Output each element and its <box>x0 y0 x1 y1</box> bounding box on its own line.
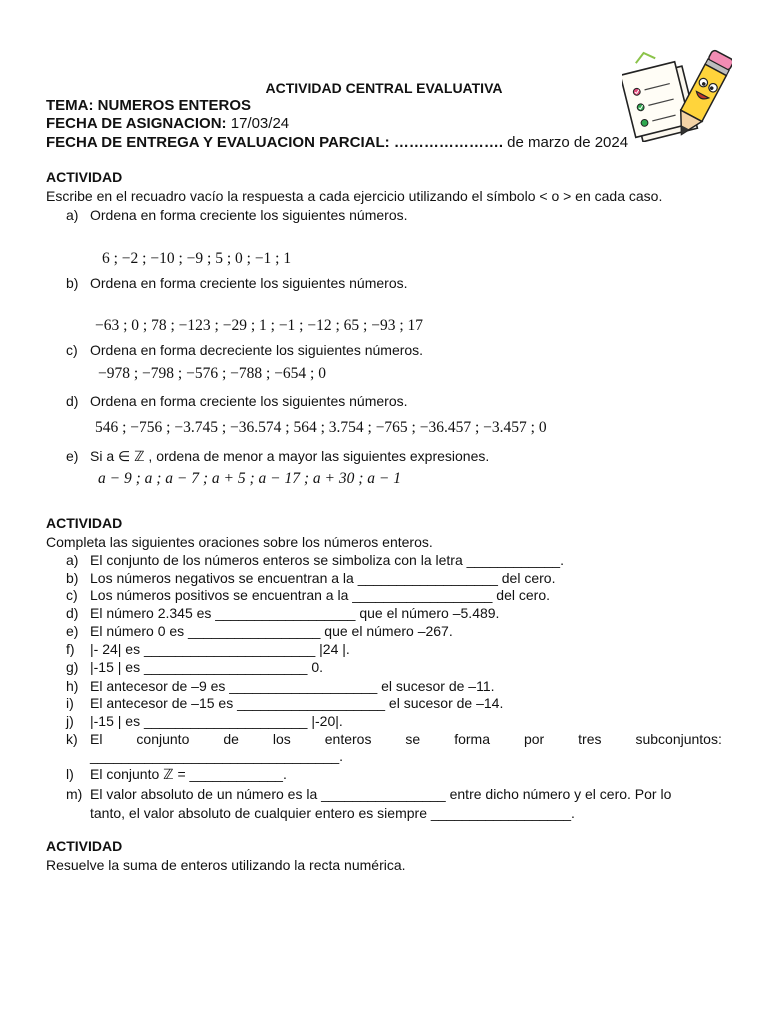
activity2-item-text: El conjunto de los números enteros se simboliza con la letra ____________. <box>90 552 564 568</box>
activity2-item-text: El antecesor de –9 es ___________________ el sucesor de –11. <box>90 678 495 694</box>
entrega-value: de marzo de 2024 <box>507 134 629 151</box>
activity2-item-text: El número 2.345 es __________________ que el número –5.489. <box>90 605 500 621</box>
activity2-item-text: El antecesor de –15 es ___________________ el sucesor de –14. <box>90 695 504 711</box>
tema-value: NUMEROS ENTEROS <box>97 97 252 114</box>
word: los <box>272 731 291 747</box>
activity2-item-text: El valor absoluto de un número es la ________________ entre dicho número y el cero. Por lo <box>90 786 672 802</box>
number-list-a: 6 ; −2 ; −10 ; −9 ; 5 ; 0 ; −1 ; 1 <box>102 250 292 267</box>
activity1-heading: ACTIVIDAD <box>46 169 123 185</box>
entrega-line <box>46 134 628 151</box>
activity2-heading: ACTIVIDAD <box>46 515 123 531</box>
activity1-instruction: Escribe en el recuadro vacío la respuesta a cada ejercicio utilizando el símbolo < o > en cada caso. <box>46 188 663 204</box>
activity2-item-label: j) <box>66 713 74 729</box>
word: El <box>90 731 103 747</box>
word: enteros <box>324 731 372 747</box>
activity2-item-continuation: ________________________________. <box>90 748 344 764</box>
word: conjunto <box>136 731 190 747</box>
activity1-item-label: e) <box>66 448 79 464</box>
activity2-item-continuation: tanto, el valor absoluto de cualquier entero es siempre __________________. <box>90 805 575 821</box>
activity2-item-text: El número 0 es _________________ que el número –267. <box>90 623 453 639</box>
activity1-item-label: b) <box>66 275 79 291</box>
activity3-heading: ACTIVIDAD <box>46 838 123 854</box>
tema-label: TEMA: <box>46 97 94 114</box>
activity2-item-label: g) <box>66 659 79 675</box>
activity1-item-label: a) <box>66 207 79 223</box>
activity2-item-text: |-15 | es _____________________ |-20|. <box>90 713 343 729</box>
activity2-item-label: m) <box>66 786 83 802</box>
tema-line <box>46 97 251 114</box>
activity2-item-text: Los números negativos se encuentran a la __________________ del cero. <box>90 570 556 586</box>
activity1-item-text: Ordena en forma creciente los siguientes números. <box>90 393 408 409</box>
activity2-item-label: f) <box>66 641 75 657</box>
activity2-item-label: l) <box>66 766 74 782</box>
number-list-b: −63 ; 0 ; 78 ; −123 ; −29 ; 1 ; −1 ; −12 ; 65 ; −93 ; 17 <box>95 317 424 334</box>
activity2-item-label: d) <box>66 605 79 621</box>
word: de <box>223 731 239 747</box>
activity2-item-label: i) <box>66 695 74 711</box>
document-title: ACTIVIDAD CENTRAL EVALUATIVA <box>265 80 503 96</box>
activity2-item-label: a) <box>66 552 79 568</box>
activity2-item-label: e) <box>66 623 79 639</box>
entrega-label: FECHA DE ENTREGA Y EVALUACION PARCIAL: <box>46 134 390 151</box>
activity2-item-label: b) <box>66 570 79 586</box>
activity2-item-text: El conjunto ℤ = ____________. <box>90 766 287 782</box>
activity2-item-label: k) <box>66 731 78 747</box>
justified-sentence-k <box>90 731 722 747</box>
activity2-item-text: |- 24| es ______________________ |24 |. <box>90 641 350 657</box>
word: subconjuntos: <box>635 731 722 747</box>
word: forma <box>454 731 490 747</box>
number-list-d: 546 ; −756 ; −3.745 ; −36.574 ; 564 ; 3.754 ; −765 ; −36.457 ; −3.457 ; 0 <box>95 419 547 436</box>
activity1-item-text: Si a ∈ ℤ , ordena de menor a mayor las siguientes expresiones. <box>90 448 490 464</box>
activity1-item-text: Ordena en forma creciente los siguientes números. <box>90 275 408 291</box>
entrega-dots: …………………. <box>393 134 503 151</box>
activity2-item-text: Los números positivos se encuentran a la __________________ del cero. <box>90 587 550 603</box>
asignacion-value: 17/03/24 <box>230 115 290 132</box>
activity1-item-label: c) <box>66 342 78 358</box>
word: por <box>523 731 545 747</box>
activity1-item-text: Ordena en forma creciente los siguientes números. <box>90 207 408 223</box>
pencil-paper-illustration <box>622 42 732 142</box>
activity2-item-text: |-15 | es _____________________ 0. <box>90 659 324 675</box>
number-list-c: −978 ; −798 ; −576 ; −788 ; −654 ; 0 <box>98 365 326 382</box>
asignacion-label: FECHA DE ASIGNACION: <box>46 115 227 132</box>
word: se <box>405 731 421 747</box>
expression-list-e: a − 9 ; a ; a − 7 ; a + 5 ; a − 17 ; a + 30 ; a − 1 <box>98 470 401 487</box>
activity2-item-label: h) <box>66 678 79 694</box>
activity1-item-text: Ordena en forma decreciente los siguientes números. <box>90 342 424 358</box>
activity3-instruction: Resuelve la suma de enteros utilizando la recta numérica. <box>46 857 406 873</box>
activity1-item-label: d) <box>66 393 79 409</box>
activity2-item-label: c) <box>66 587 78 603</box>
activity2-instruction: Completa las siguientes oraciones sobre los números enteros. <box>46 534 433 550</box>
word: tres <box>578 731 602 747</box>
asignacion-line <box>46 115 289 132</box>
